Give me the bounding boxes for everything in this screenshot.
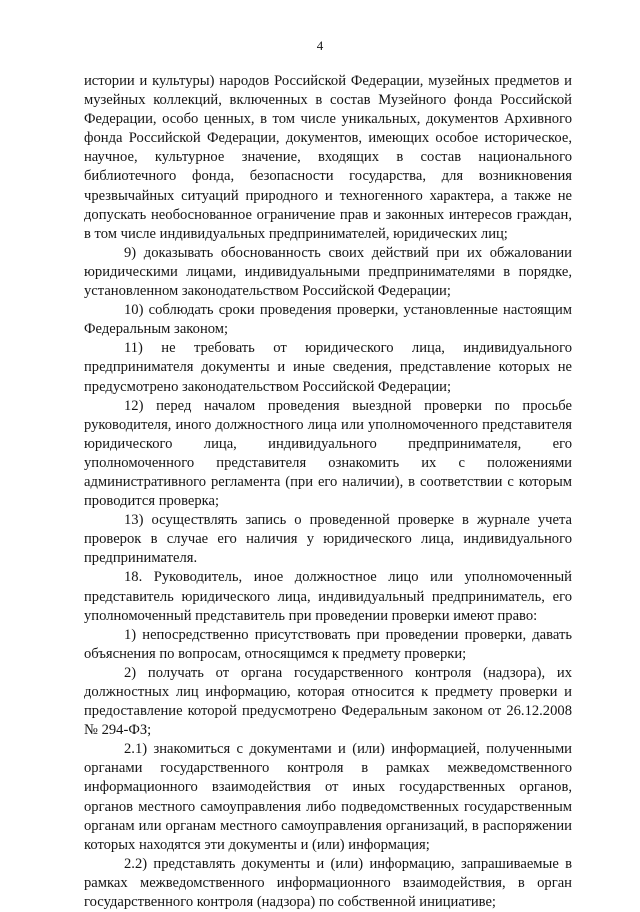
paragraph-right-2-1: 2.1) знакомиться с документами и (или) информацией, полученными органами государственного контроля в рамках межведомственного информационного взаимодействия от иных государственных органов, органов местного самоуправления либо подведомственных государственным органам или органам местного самоуправления организаций, в распоряжении которых находятся эти документы и (или) информация;: [84, 741, 572, 853]
page-number: 4: [316, 38, 324, 53]
paragraph-right-2: 2) получать от органа государственного контроля (надзора), их должностных лиц информацию, которая относится к предмету проверки и предоставление которой предусмотрено Федеральным законом от 26.12.2008 № 294-ФЗ;: [84, 664, 572, 739]
paragraph-item-10: 10) соблюдать сроки проведения проверки, установленные настоящим Федеральным законом;: [84, 302, 572, 338]
paragraph-section-18: 18. Руководитель, иное должностное лицо или уполномоченный представитель юридического лица, индивидуальный предприниматель, его уполномоченный представитель при проведении проверки имеют право:: [84, 569, 572, 624]
paragraph-right-1: 1) непосредственно присутствовать при проведении проверки, давать объяснения по вопросам, относящимся к предмету проверки;: [84, 626, 572, 662]
paragraph-continuation: истории и культуры) народов Российской Федерации, музейных предметов и музейных коллекций, включенных в состав Музейного фонда Российской Федерации, особо ценных, в том числе уникальных, документов Архивного фонда Российской Федерации, документов, имеющих особое историческое, научное, культурное значение, входящих в состав национального библиотечного фонда, безопасности государства, для возникновения чрезвычайных ситуаций природного и техногенного характера, а также не допускать необоснованное ограничение прав и законных интересов граждан, в том числе индивидуальных предпринимателей, юридических лиц;: [84, 73, 572, 242]
paragraph-item-12: 12) перед началом проведения выездной проверки по просьбе руководителя, иного должностного лица или уполномоченного представителя юридического лица, индивидуального предпринимателя, его уполномоченного представителя ознакомить их с положениями административного регламента (при его наличии), в соответствии с которым проводится проверка;: [84, 397, 572, 510]
paragraph-item-9: 9) доказывать обоснованность своих действий при их обжаловании юридическими лицами, индивидуальными предпринимателями в порядке, установленном законодательством Российской Федерации;: [84, 244, 572, 300]
paragraph-right-2-2: 2.2) представлять документы и (или) информацию, запрашиваемые в рамках межведомственного информационного взаимодействия, в орган государственного контроля (надзора) по собственной инициативе;: [84, 855, 572, 911]
document-body: [84, 72, 572, 912]
paragraph-item-13: 13) осуществлять запись о проведенной проверке в журнале учета проверок в случае его наличия у юридического лица, индивидуального предпринимателя.: [84, 512, 572, 567]
paragraph-item-11: 11) не требовать от юридического лица, индивидуального предпринимателя документы и иные сведения, представление которых не предусмотрено законодательством Российской Федерации;: [84, 340, 572, 395]
